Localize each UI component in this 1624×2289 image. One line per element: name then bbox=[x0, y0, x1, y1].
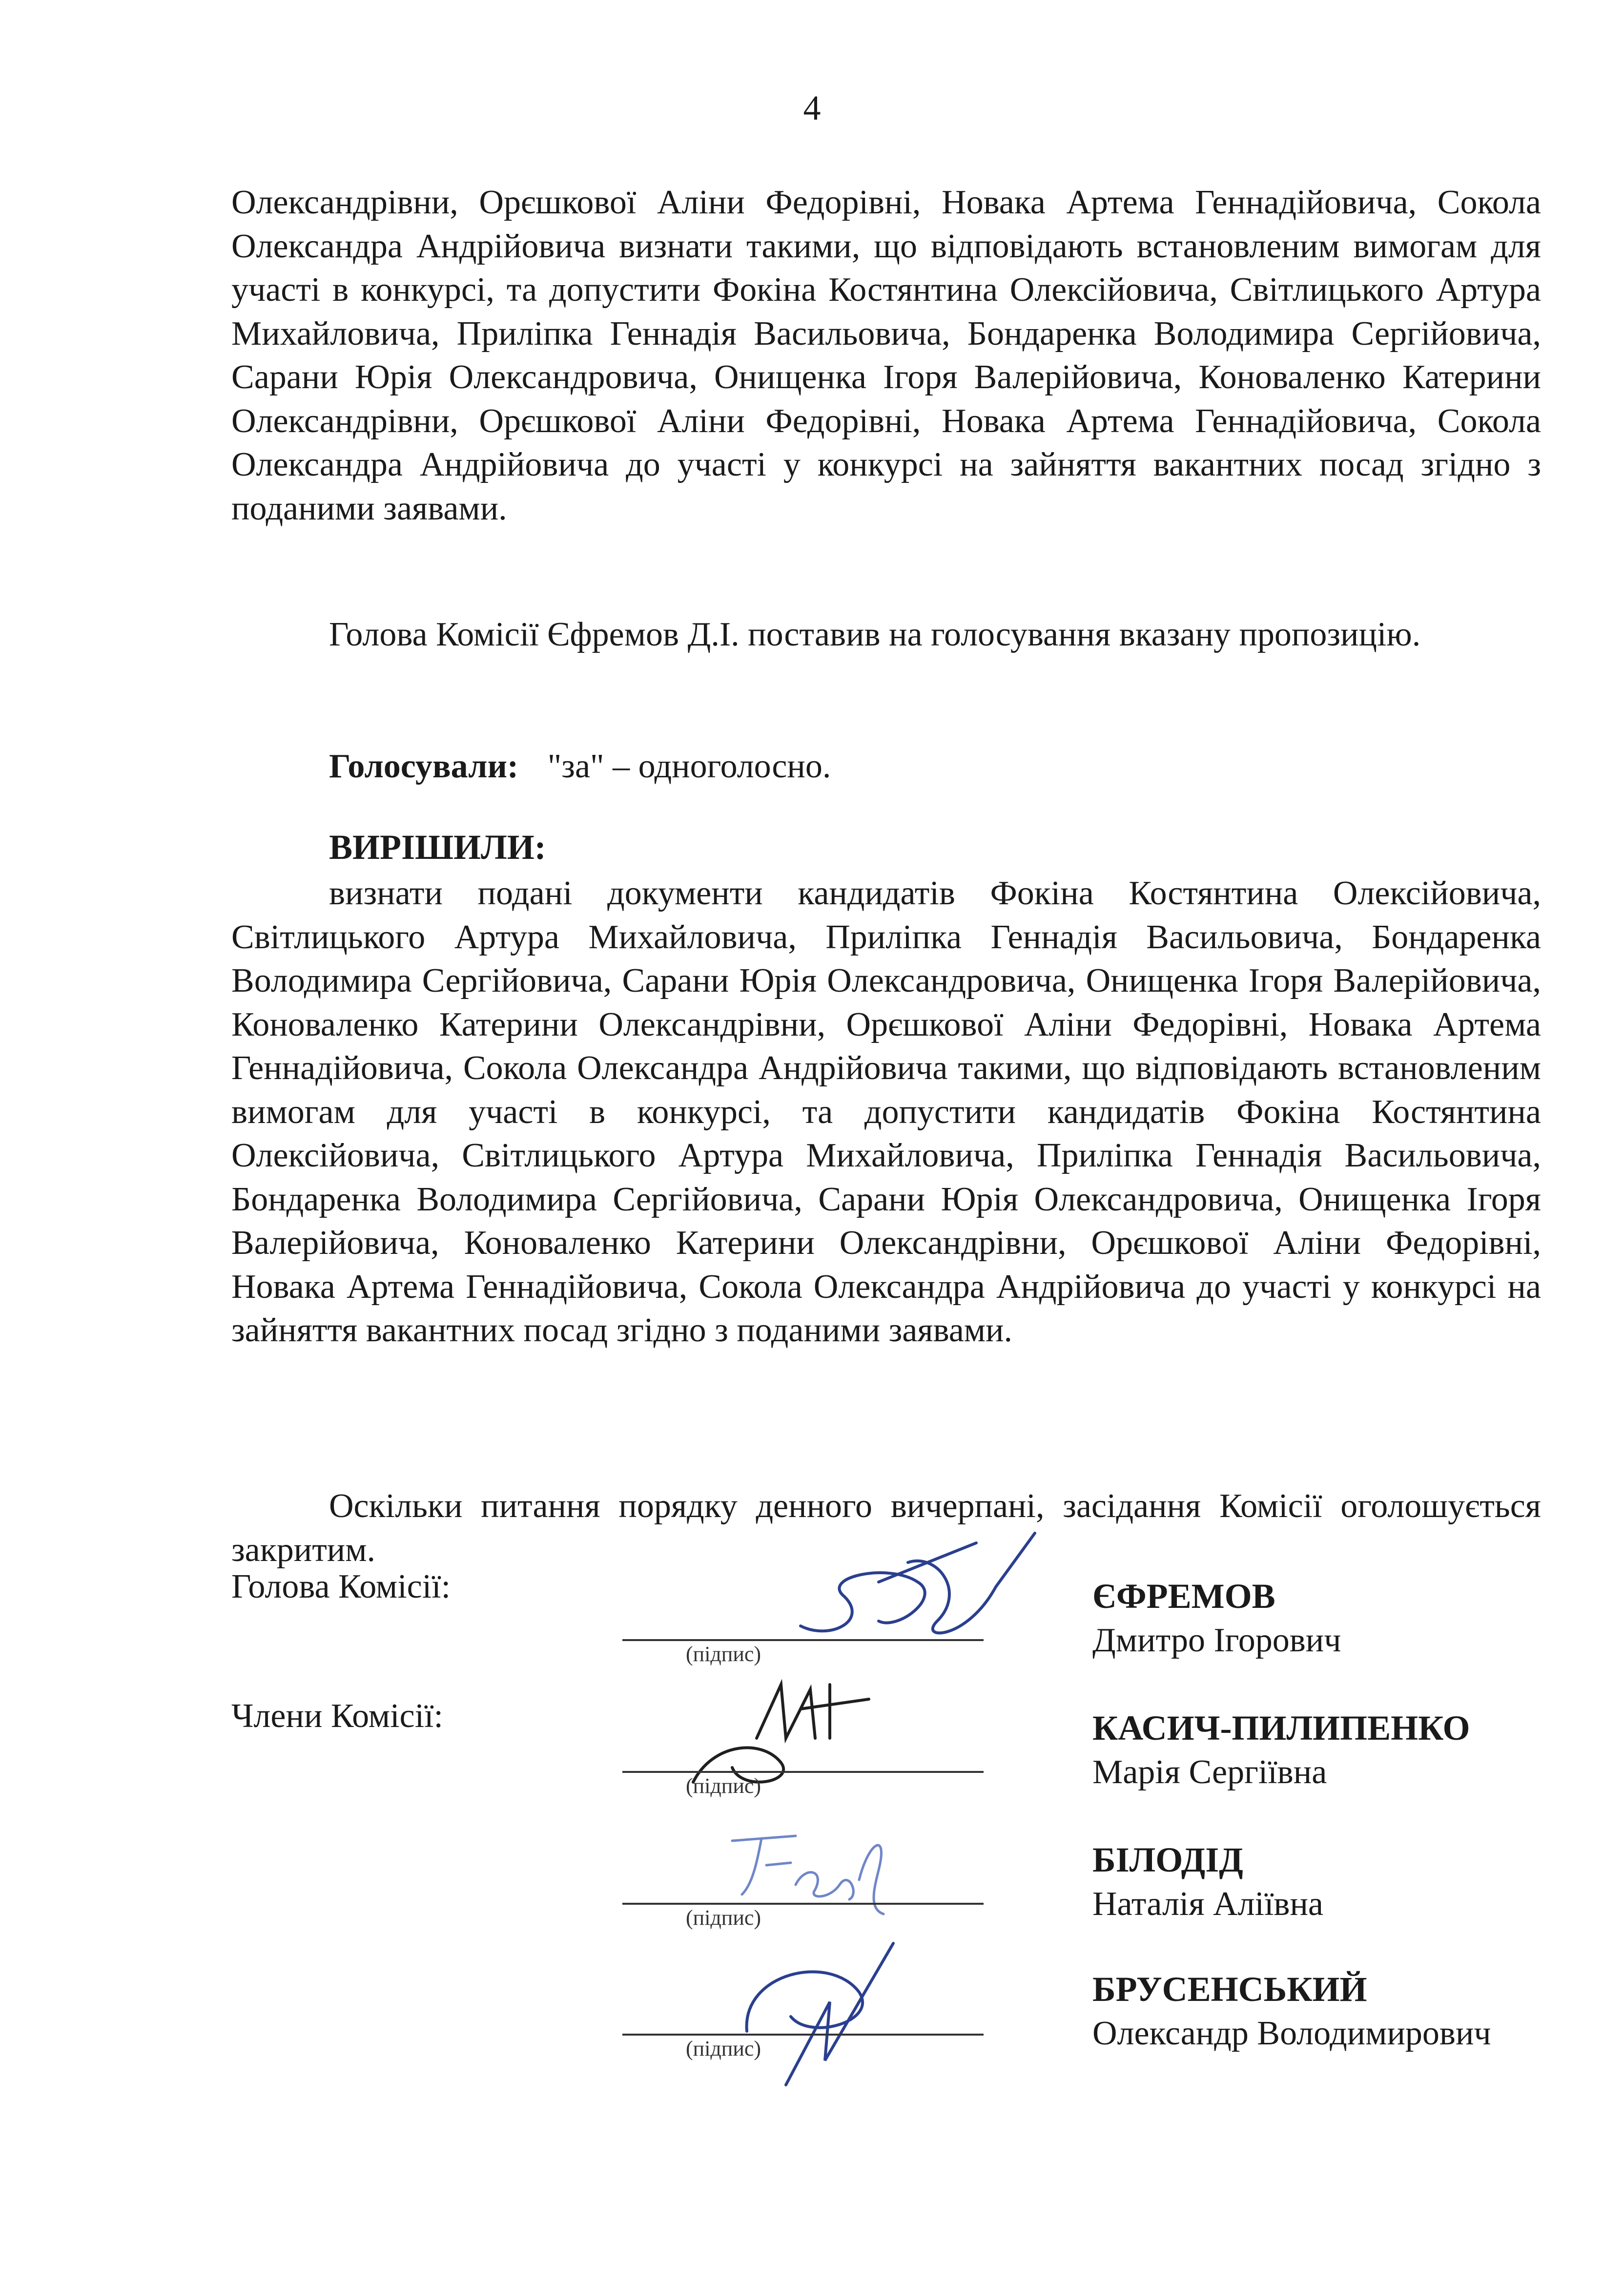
signer-given-name: Олександр Володимирович bbox=[1092, 2014, 1491, 2052]
signer-surname: БІЛОДІД bbox=[1092, 1840, 1243, 1879]
member-2-signature-caption: (підпис) bbox=[686, 1906, 761, 1930]
vote-result: "за" – одноголосно. bbox=[547, 748, 831, 785]
signer-chair bbox=[1092, 1575, 1341, 1662]
proposal-paragraph bbox=[231, 613, 1541, 657]
member-3-signature bbox=[732, 1934, 937, 2095]
chair-signature bbox=[791, 1523, 1045, 1650]
decision-heading: ВИРІШИЛИ: bbox=[329, 828, 546, 867]
member-3-signature-caption: (підпис) bbox=[686, 2037, 761, 2060]
member-2-signature-line bbox=[622, 1903, 984, 1905]
chair-label: Голова Комісії: bbox=[231, 1568, 451, 1605]
signer-given-name: Дмитро Ігорович bbox=[1092, 1621, 1341, 1659]
member-1-signature-caption: (підпис) bbox=[686, 1774, 761, 1798]
decision-text: визнати подані документи кандидатів Фокіна Костянтина Олексійовича, Світлицького Артура Михайловича, Приліпка Геннадія Васильовича, Бондаренка Володимира Сергійовича, Сарани Юрія Олександровича, Онищенка Ігоря Валерійовича, Коноваленко Катерини Олександрівни, Орєшкової Аліни Федорівні, Новака Артема Геннадійовича, Сокола Олександра Андрійовича такими, що відповідають встановленим вимогам для участі в конкурсі, та допустити кандидатів Фокіна Костянтина Олексійовича, Світлицького Артура Михайловича, Приліпка Геннадія Васильовича, Бондаренка Володимира Сергійовича, Сарани Юрія Олександровича, Онищенка Ігоря Валерійовича, Коноваленко Катерини Олександрівни, Орєшкової Аліни Федорівні, Новака Артема Геннадійовича, Сокола Олександра Андрійовича до участі у конкурсі на зайняття вакантних посад згідно з поданими заявами. bbox=[231, 874, 1541, 1349]
chair-signature-caption: (підпис) bbox=[686, 1642, 761, 1666]
closing-text: Оскільки питання порядку денного вичерпані, засідання Комісії оголошується закритим. bbox=[231, 1487, 1541, 1569]
decision-paragraph bbox=[231, 872, 1541, 1353]
signer-given-name: Наталія Аліївна bbox=[1092, 1885, 1323, 1923]
members-label: Члени Комісії: bbox=[231, 1697, 443, 1735]
chair-signature-line bbox=[622, 1639, 984, 1641]
signer-member-3 bbox=[1092, 1968, 1491, 2055]
signer-surname: БРУСЕНСЬКИЙ bbox=[1092, 1970, 1367, 2009]
vote-label: Голосували: bbox=[329, 748, 519, 785]
intro-paragraph: Олександрівни, Орєшкової Аліни Федорівні, Новака Артема Геннадійовича, Сокола Олександра Андрійовича визнати такими, що відповідають встановленим вимогам для участі в конкурсі, та допустити Фокіна Костянтина Олексійовича, Світлицького Артура Михайловича, Приліпка Геннадія Васильовича, Бондаренка Володимира Сергійовича, Сарани Юрія Олександровича, Онищенка Ігоря Валерійовича, Коноваленко Катерини Олександрівни, Орєшкової Аліни Федорівні, Новака Артема Геннадійовича, Сокола Олександра Андрійовича до участі у конкурсі на зайняття вакантних посад згідно з поданими заявами. bbox=[231, 184, 1541, 527]
vote-line bbox=[329, 745, 831, 789]
signer-given-name: Марія Сергіївна bbox=[1092, 1753, 1327, 1791]
member-3-signature-line bbox=[622, 2034, 984, 2036]
member-1-signature-line bbox=[622, 1771, 984, 1773]
page-number: 4 bbox=[803, 88, 821, 127]
proposal-text: Голова Комісії Єфремов Д.І. поставив на голосування вказану пропозицію. bbox=[329, 616, 1421, 653]
signer-member-1 bbox=[1092, 1706, 1470, 1794]
signer-member-2 bbox=[1092, 1838, 1323, 1926]
signer-surname: КАСИЧ-ПИЛИПЕНКО bbox=[1092, 1708, 1470, 1748]
signer-surname: ЄФРЕМОВ bbox=[1092, 1577, 1275, 1616]
